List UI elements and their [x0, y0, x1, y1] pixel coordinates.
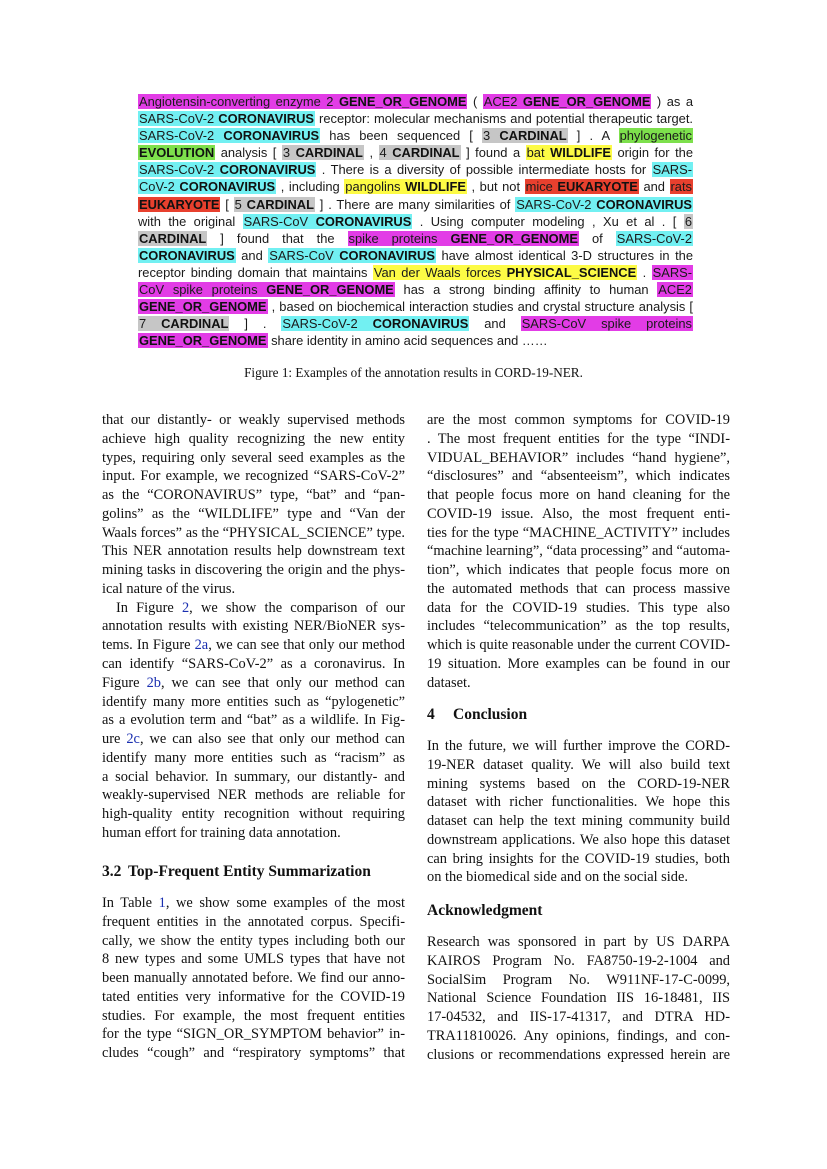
- text-line: a social behavior. In summary, our distantly- and: [102, 768, 405, 785]
- entity-highlight: [348, 231, 579, 246]
- entity-label: GENE_OR_GENOME: [450, 230, 579, 246]
- entity-highlight: [138, 162, 316, 177]
- figure-line: [138, 178, 693, 195]
- entity-text: 4: [379, 145, 387, 161]
- entity-label: PHYSICAL_SCIENCE: [506, 264, 637, 280]
- text-line: In the future, we will further improve the CORD-: [427, 738, 730, 754]
- plain-text: , we can also see that only our method can: [139, 731, 405, 748]
- entity-text: SARS-CoV: [243, 213, 309, 229]
- text-line: [102, 674, 405, 693]
- entity-label: GENE_OR_GENOME: [338, 94, 467, 109]
- entity-highlight: [138, 316, 229, 331]
- text-line: dataset can help the text mining community build: [427, 813, 730, 830]
- entity-highlight: [344, 179, 467, 194]
- text-line: ical nature of the virus.: [102, 580, 236, 597]
- text-line: [102, 599, 405, 618]
- cross-reference-link[interactable]: 2a: [194, 637, 209, 654]
- text-line: can bring insights for the COVID-19 studies, both: [427, 850, 730, 867]
- figure-line: [138, 247, 693, 264]
- plain-text: In Table: [102, 895, 159, 911]
- text-line: cally, we show the entity types including both our: [102, 932, 405, 949]
- cross-reference-link[interactable]: 2b: [146, 674, 161, 691]
- text-line: 17-04532, and IIS-17-41317, and DTRA HD-: [427, 1009, 730, 1026]
- entity-label: CARDINAL: [295, 145, 363, 161]
- text-line: SocialSim Program No. W911NF-17-C-0099,: [427, 971, 730, 988]
- entity-label: CORONAVIRUS: [139, 247, 235, 263]
- entity-text: SARS-CoV: [269, 247, 334, 263]
- entity-text: Van der Waals forces: [373, 264, 502, 280]
- entity-text: SARS-: [652, 264, 693, 280]
- entity-label: CORONAVIRUS: [223, 128, 320, 144]
- text-line: high-quality entity recognition without requiring: [102, 806, 405, 823]
- text-line: on the biomedical side and on the social side.: [427, 869, 688, 886]
- text-line: dataset with richer functionalities. We hope this: [427, 794, 730, 811]
- text-line: downstream applications. We also hope this dataset: [427, 831, 730, 848]
- entity-highlight: [138, 282, 395, 297]
- entity-highlight: [482, 128, 568, 143]
- plain-text: . There is a diversity of possible intermediate hosts for: [316, 162, 652, 178]
- entity-label: CORONAVIRUS: [596, 196, 692, 212]
- entity-highlight: [281, 316, 469, 331]
- text-line: [102, 636, 405, 655]
- plain-text: and: [235, 247, 269, 263]
- figure-line: [138, 332, 693, 349]
- entity-text: Angiotensin-converting enzyme 2: [139, 94, 334, 109]
- entity-text: 3: [282, 145, 291, 161]
- text-line: tion”, which indicates that people focus more on: [427, 562, 730, 579]
- entity-label: CARDINAL: [392, 145, 460, 161]
- text-line: mining systems based on the CORD-19-NER: [427, 775, 730, 792]
- text-line: KAIROS Program No. FA8750-19-2-1004 and: [427, 952, 730, 969]
- text-line: identify many more entities such as “pylogenetic”: [102, 693, 405, 710]
- text-line: 8 new types and some UMLS types that have not: [102, 951, 405, 968]
- figure-line: [138, 264, 693, 281]
- plain-text: has a strong binding affinity to human: [394, 282, 658, 298]
- annotation-figure: [138, 93, 693, 349]
- entity-label: CARDINAL: [499, 128, 567, 144]
- section-heading-3-2: [102, 863, 371, 881]
- plain-text: [: [220, 196, 234, 212]
- plain-text: tems. In Figure: [102, 637, 195, 654]
- entity-text: ACE2: [658, 282, 692, 298]
- entity-label: WILDLIFE: [550, 145, 611, 161]
- plain-text: of: [579, 230, 616, 246]
- text-line: mining tasks in discovering the origin and the phys-: [102, 562, 405, 579]
- entity-text: SARS-CoV-2: [282, 316, 358, 332]
- entity-label: GENE_OR_GENOME: [139, 333, 267, 349]
- entity-text: mice: [525, 179, 553, 195]
- figure-line: [138, 213, 693, 230]
- left-paragraph-3: [102, 894, 405, 1063]
- entity-highlight: [515, 197, 693, 212]
- cross-reference-link[interactable]: 1: [158, 895, 166, 911]
- plain-text: receptor binding domain that maintains: [138, 264, 373, 280]
- entity-highlight: [138, 231, 207, 246]
- text-line: can identify “SARS-CoV-2” as a coronavirus. In: [102, 655, 405, 672]
- entity-highlight: [234, 197, 315, 212]
- text-line: identify many more entities such as “racism” as: [102, 749, 405, 766]
- entity-highlight: [521, 316, 693, 331]
- entity-highlight: [525, 179, 639, 194]
- plain-text: ] found that the: [207, 230, 348, 246]
- figure-line: [138, 298, 693, 315]
- entity-highlight: [657, 282, 693, 297]
- text-line: VIDUAL_BEHAVIOR” includes “hand hygiene”,: [427, 449, 730, 466]
- entity-label: EVOLUTION: [139, 145, 215, 161]
- entity-text: bat: [526, 145, 545, 161]
- plain-text: has been sequenced [: [320, 128, 482, 144]
- entity-highlight: [282, 145, 364, 160]
- entity-highlight: [138, 179, 276, 194]
- plain-text: analysis [: [215, 145, 282, 161]
- entity-label: CORONAVIRUS: [372, 316, 469, 332]
- entity-highlight: [616, 231, 693, 246]
- plain-text: with the original: [138, 213, 243, 229]
- entity-text: 3: [483, 128, 491, 144]
- entity-label: CARDINAL: [161, 316, 229, 332]
- entity-text: ACE2: [483, 94, 518, 109]
- plain-text: Figure: [102, 674, 147, 691]
- figure-line: [138, 144, 693, 161]
- entity-text: spike proteins: [348, 230, 438, 246]
- figure-line: [138, 315, 693, 332]
- text-line: Research was sponsored in part by US DARPA: [427, 934, 730, 950]
- text-line: TRA11810026. Any opinions, findings, and con-: [427, 1027, 730, 1044]
- entity-text: CoV spike proteins: [139, 282, 258, 298]
- cross-reference-link[interactable]: 2c: [126, 731, 140, 748]
- plain-text: and: [638, 179, 670, 195]
- figure-line: [138, 93, 693, 110]
- entity-highlight: [670, 179, 694, 194]
- section-heading-4: [427, 706, 527, 724]
- text-line: as the “CORONAVIRUS” type, “bat” and “pan-: [102, 487, 405, 504]
- plain-text: .: [637, 264, 652, 280]
- entity-text: SARS-CoV-2: [516, 196, 592, 212]
- plain-text: , we can see that only our method: [208, 637, 405, 654]
- plain-text: In Figure: [116, 599, 182, 616]
- text-line: that people focus more on hand cleaning for the: [427, 487, 730, 504]
- plain-text: ] . There are many similarities of: [314, 196, 516, 212]
- text-line: 19 situation. More examples can be found in our: [427, 655, 730, 672]
- entity-label: CORONAVIRUS: [315, 213, 412, 229]
- text-line: Waals forces” as the “PHYSICAL_SCIENCE” type.: [102, 524, 405, 541]
- entity-label: WILDLIFE: [405, 179, 466, 195]
- text-line: National Science Foundation IIS 16-18481, IIS: [427, 990, 730, 1007]
- entity-label: CARDINAL: [139, 230, 207, 246]
- entity-highlight: [243, 214, 413, 229]
- entity-highlight: [268, 248, 436, 263]
- entity-text: phylogenetic: [619, 128, 692, 144]
- figure-line: [138, 110, 693, 127]
- entity-label: GENE_OR_GENOME: [139, 299, 267, 315]
- figure-line: [138, 196, 693, 213]
- text-line: frequent entities in the annotated corpus. Specifi-: [102, 913, 405, 930]
- entity-highlight: [138, 197, 220, 212]
- text-line: clusions or recommendations expressed herein are: [427, 1046, 730, 1063]
- plain-text: , we show some examples of the most: [165, 895, 405, 911]
- entity-label: CORONAVIRUS: [219, 162, 316, 178]
- text-line: types, requiring only several seed examples as the: [102, 449, 405, 466]
- text-line: annotation results with existing NER/BioNER sys-: [102, 618, 405, 635]
- text-line: COVID-19 issue. Also, the most frequent enti-: [427, 505, 730, 522]
- text-line: . The most frequent entities for the type “INDI-: [427, 430, 730, 447]
- plain-text: and: [469, 316, 521, 332]
- text-line: includes “telecommunication” as the top results,: [427, 618, 730, 635]
- entity-text: 5: [234, 196, 242, 212]
- entity-highlight: [526, 145, 612, 160]
- right-paragraph-3: [427, 933, 730, 1064]
- right-paragraph-1: [427, 411, 730, 692]
- text-line: 19-NER dataset quality. We will also build text: [427, 756, 730, 773]
- plain-text: share identity in amino acid sequences and ……: [267, 333, 548, 349]
- entity-label: CORONAVIRUS: [339, 247, 435, 263]
- section-number: 3.2: [102, 863, 122, 880]
- text-line: [102, 894, 405, 913]
- text-line: tated entities very informative for the COVID-19: [102, 988, 405, 1005]
- entity-highlight: [138, 111, 315, 126]
- text-line: ties for the type “MACHINE_ACTIVITY” includes: [427, 524, 730, 541]
- left-paragraph-2: [102, 599, 405, 843]
- entity-label: EUKARYOTE: [557, 179, 638, 195]
- entity-text: pangolins: [345, 179, 401, 195]
- text-line: golins” as the “WILDLIFE” type and “Van der: [102, 505, 405, 522]
- text-line: as a evolution term and “bat” as a wildlife. In Fig-: [102, 712, 405, 729]
- plain-text: . Using computer modeling , Xu et al . [: [412, 213, 684, 229]
- text-line: data for the COVID-19 studies. This type also: [427, 599, 730, 616]
- text-line: been manually annotated before. We find our anno-: [102, 970, 405, 987]
- plain-text: have almost identical 3-D structures in the: [435, 247, 693, 263]
- entity-label: CORONAVIRUS: [179, 179, 276, 195]
- right-paragraph-2: [427, 737, 730, 887]
- entity-highlight: [652, 265, 693, 280]
- text-line: weakly-supervised NER methods are reliable for: [102, 787, 405, 804]
- entity-label: GENE_OR_GENOME: [266, 282, 394, 298]
- text-line: human effort for training data annotation.: [102, 824, 341, 841]
- entity-text: CoV-2: [139, 179, 175, 195]
- section-title: Conclusion: [453, 706, 528, 723]
- entity-text: 6: [684, 213, 692, 229]
- plain-text: , including: [276, 179, 345, 195]
- entity-highlight: [379, 145, 461, 160]
- entity-highlight: [138, 145, 215, 160]
- entity-highlight: [138, 128, 320, 143]
- plain-text: ) as a: [651, 94, 693, 109]
- left-paragraph-1: [102, 411, 405, 599]
- entity-text: SARS-CoV-2: [139, 162, 215, 178]
- text-line: [102, 730, 405, 749]
- text-line: that our distantly- or weakly supervised methods: [102, 412, 405, 428]
- entity-highlight: [619, 128, 693, 143]
- entity-highlight: [138, 299, 268, 314]
- entity-highlight: [138, 94, 467, 109]
- entity-text: rats: [670, 179, 693, 195]
- entity-highlight: [684, 214, 693, 229]
- plain-text: , based on biochemical interaction studies and crystal structure analysis [: [267, 299, 693, 315]
- entity-text: SARS-: [652, 162, 692, 178]
- plain-text: ] .: [229, 316, 282, 332]
- entity-text: SARS-CoV-2: [139, 111, 215, 127]
- figure-line: [138, 161, 693, 178]
- plain-text: origin for the: [611, 145, 693, 161]
- plain-text: ] found a: [460, 145, 526, 161]
- text-line: achieve high quality recognizing the new entity: [102, 430, 405, 447]
- figure-line: [138, 127, 693, 144]
- entity-highlight: [652, 162, 693, 177]
- plain-text: (: [467, 94, 483, 109]
- entity-text: SARS-CoV spike proteins: [521, 316, 692, 332]
- entity-highlight: [373, 265, 637, 280]
- plain-text: ,: [363, 145, 379, 161]
- text-line: for the type “SIGN_OR_SYMPTOM behavior” in-: [102, 1026, 405, 1043]
- plain-text: ure: [102, 731, 127, 748]
- section-number: 4: [427, 706, 435, 723]
- entity-text: SARS-CoV-2: [616, 230, 692, 246]
- entity-label: CORONAVIRUS: [218, 111, 315, 127]
- text-line: “machine learning”, “data processing” and “automa-: [427, 543, 730, 560]
- section-title: Top-Frequent Entity Summarization: [128, 863, 371, 880]
- plain-text: ] . A: [567, 128, 619, 144]
- entity-text: 7: [139, 316, 147, 332]
- plain-text: receptor: molecular mechanisms and potential therapeutic target.: [315, 111, 693, 127]
- plain-text: , but not: [466, 179, 525, 195]
- entity-label: GENE_OR_GENOME: [522, 94, 651, 109]
- text-line: “disclosures” and “absenteeism”, which indicates: [427, 468, 730, 485]
- text-line: the automated methods that can process massive: [427, 580, 730, 597]
- entity-label: EUKARYOTE: [139, 196, 220, 212]
- text-line: studies. For example, the most frequent entities: [102, 1007, 405, 1024]
- text-line: input. For example, we recognized “SARS-CoV-2”: [102, 468, 405, 485]
- text-line: cludes “cough” and “respiratory symptoms” that: [102, 1045, 405, 1062]
- entity-label: CARDINAL: [246, 196, 314, 212]
- figure-line: [138, 281, 693, 298]
- entity-text: SARS-CoV-2: [139, 128, 215, 144]
- plain-text: , we show the comparison of our: [189, 599, 405, 616]
- cross-reference-link[interactable]: 2: [181, 599, 190, 616]
- text-line: are the most common symptoms for COVID-19: [427, 412, 730, 428]
- text-line: dataset.: [427, 674, 471, 691]
- figure-line: [138, 230, 693, 247]
- entity-highlight: [483, 94, 652, 109]
- text-line: This NER annotation results help downstream text: [102, 543, 405, 560]
- figure-caption: Figure 1: Examples of the annotation results in CORD-19-NER.: [244, 365, 583, 380]
- entity-highlight: [138, 333, 268, 348]
- text-line: which is quite reasonable under the current COVID-: [427, 637, 730, 654]
- entity-highlight: [138, 248, 236, 263]
- plain-text: , we can see that only our method can: [160, 674, 406, 691]
- acknowledgment-heading: Acknowledgment: [427, 902, 543, 919]
